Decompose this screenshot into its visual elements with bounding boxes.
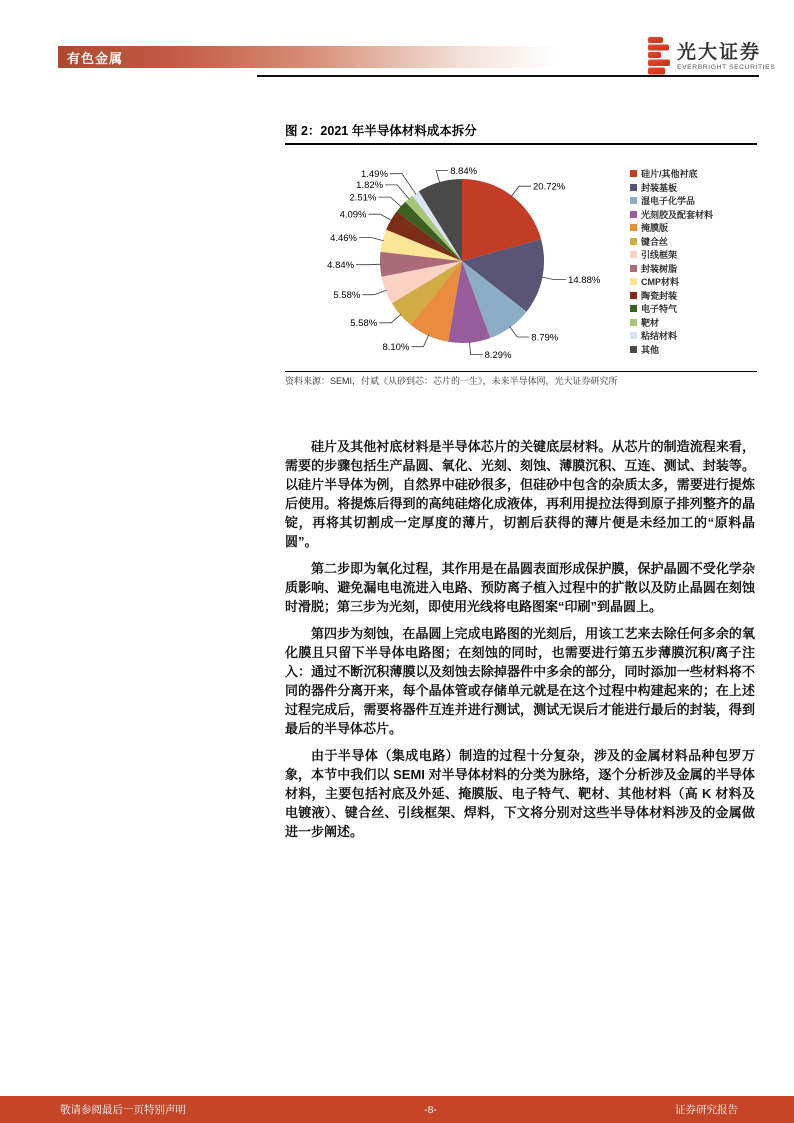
legend-swatch [630,278,637,285]
pie-label-leader [359,238,384,241]
pie-label: 8.10% [382,342,410,353]
legend-label: 湿电子化学品 [641,196,696,207]
paragraph-2: 第二步即为氧化过程，其作用是在晶圆表面形成保护膜，保护晶圆不受化学杂质影响、避免漏电电流进入电路、预防离子植入过程中的扩散以及防止晶圆在刻蚀时滑脱；第三步为光刻，即使用光线将电路图案“印刷”到晶圆上。 [285,561,755,614]
pie-label: 8.79% [531,332,559,344]
legend-label: 封装基板 [641,182,678,193]
pie-label-leader [356,264,381,265]
legend-swatch [630,211,637,218]
category-banner [58,46,555,68]
pie-label-leader [510,327,530,338]
paragraph-1: 硅片及其他衬底材料是半导体芯片的关键底层材料。从芯片的制造流程来看，需要的步骤包括生产晶圆、氧化、光刻、刻蚀、薄膜沉积、互连、测试、封装等。以硅片半导体为例，自然界中硅砂很多，但硅砂中包含的杂质太多，需要进行提炼后使用。将提炼后得到的高纯硅熔化成液体，再利用提拉法得到原子排列整齐的晶锭，再将其切割成一定厚度的薄片，切割后获得的薄片便是未经加工的“原料晶圆”。 [285,439,755,549]
legend-label: 硅片/其他衬底 [641,169,698,180]
brand-name-cn: 光大证券 [677,42,762,63]
pie-label: 20.72% [533,181,566,193]
legend-swatch [630,332,637,339]
pie-label-leader [369,214,392,221]
legend-item [630,289,713,303]
legend-swatch [630,346,637,353]
legend-item [630,181,713,195]
pie-label-leader [469,342,482,355]
legend-item [630,221,713,235]
pie-label-leader [411,335,428,347]
pie-label: 8.84% [450,165,478,177]
body-text [285,437,755,849]
figure-title: 图 2：2021 年半导体材料成本拆分 [285,124,477,138]
legend-item [630,316,713,330]
legend-label: 电子特气 [641,304,678,315]
pie-label: 4.09% [339,209,367,221]
pie-label-leader [541,277,566,280]
paragraph-3: 第四步为刻蚀，在晶圆上完成电路图的光刻后，用该工艺来去除任何多余的氧化膜且只留下半导体电路图；在刻蚀的同时，也需要进行第五步薄膜沉积/离子注入：通过不断沉积薄膜以及刻蚀去除掉器件中多余的部分，同时添加一些材料将不同的器件分离开来，每个晶体管或存储单元就是在这个过程中构建起来的；在上述过程完成后，需要将器件互连并进行测试，测试无误后才能进行最后的封装，得到最后的半导体芯片。 [285,626,755,736]
pie-label: 2.51% [349,192,377,204]
legend-label: 引线框架 [641,250,678,261]
legend-label: CMP材料 [641,277,679,288]
pie-label-leader [511,186,531,196]
legend-swatch [630,305,637,312]
pie-label-leader [390,174,416,195]
pie-chart [285,145,757,371]
legend-item [630,248,713,262]
legend-item [630,194,713,208]
legend-swatch [630,238,637,245]
pie-label: 1.82% [356,180,384,192]
legend-item [630,343,713,357]
legend-label: 其他 [641,344,660,355]
legend-label: 掩膜版 [641,223,669,234]
legend-swatch [630,319,637,326]
pie-label: 4.46% [330,232,357,244]
footer-page-number: -8- [424,1103,437,1116]
legend-swatch [630,251,637,258]
legend-label: 光刻胶及配套材料 [641,209,714,220]
legend-item [630,329,713,343]
pie-label-leader [379,314,401,323]
legend-label: 粘结材料 [641,331,678,342]
pie-label: 5.58% [333,290,361,301]
legend-label: 陶瓷封装 [641,290,678,301]
brand-name-en: EVERBRIGHT SECURITIES [677,64,776,71]
footer-bar [0,1096,794,1123]
figure-block [285,122,757,388]
pie-label: 14.88% [568,274,601,286]
pie-label: 8.29% [484,349,512,361]
header-divider [257,75,759,77]
everbright-logo-icon [648,37,672,76]
pie-label: 4.84% [327,260,355,271]
legend-swatch [630,184,637,191]
category-label: 有色金属 [67,50,124,66]
brand-logo [648,37,775,76]
footer-disclaimer: 敬请参阅最后一页特别声明 [60,1104,186,1116]
legend-swatch [630,224,637,231]
legend-item [630,275,713,289]
legend-item [630,235,713,249]
legend-swatch [630,265,637,272]
legend-item [630,302,713,316]
chart-legend [630,167,713,356]
legend-swatch [630,292,637,299]
legend-label: 靶材 [641,317,660,328]
legend-label: 键合丝 [641,236,669,247]
brand-text [677,37,775,72]
footer-report-type: 证券研究报告 [675,1104,738,1116]
paragraph-4: 由于半导体（集成电路）制造的过程十分复杂，涉及的金属材料品种包罗万象，本节中我们以 SEMI 对半导体材料的分类为脉络，逐个分析涉及金属的半导体材料，主要包括衬底及外延、掩膜版、电子特气、靶材、其他材料（高 K 材料及电镀液）、键合丝、引线框架、焊料，下文将分别对这些半导体材料涉及的金属做进一步阐述。 [285,748,755,839]
legend-label: 封装树脂 [641,263,678,274]
legend-swatch [630,197,637,204]
pie-label-leader [362,290,386,295]
legend-item [630,262,713,276]
legend-item [630,167,713,181]
legend-item [630,208,713,222]
pie-label-leader [378,197,401,207]
legend-swatch [630,170,637,177]
pie-label: 5.58% [350,318,378,330]
figure-source: 资料来源：SEMI，付斌《从砂到芯：芯片的一生》，未来半导体网，光大证券研究所 [285,376,618,386]
pie-label: 1.49% [360,169,388,180]
